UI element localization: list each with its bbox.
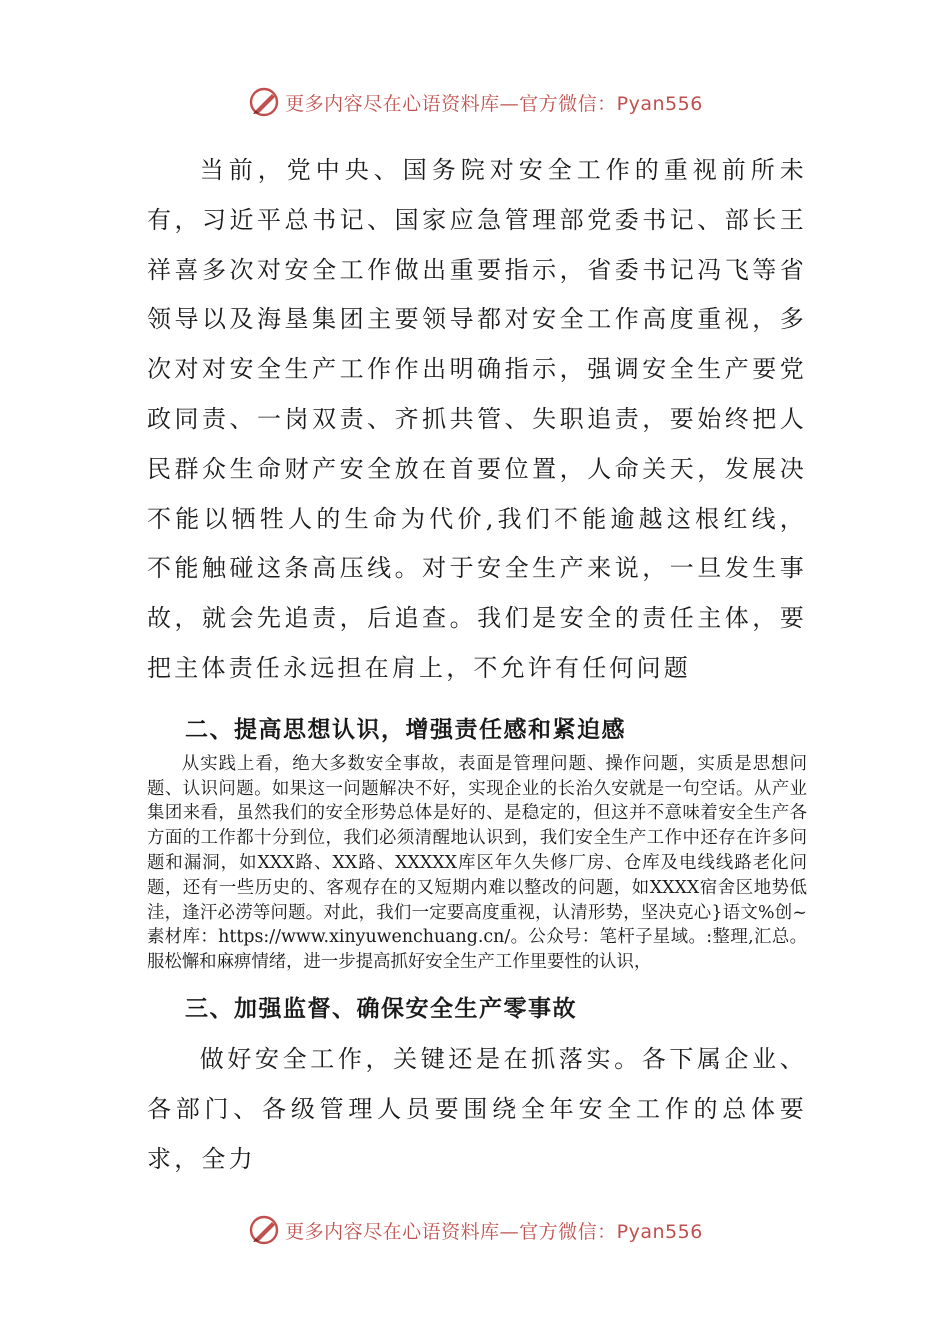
section-heading-2: 二、提高思想认识，增强责任感和紧迫感 xyxy=(185,716,626,743)
paragraph-intro: 当前，党中央、国务院对安全工作的重视前所未有，习近平总书记、国家应急管理部党委书记、部长王祥喜多次对安全工作做出重要指示，省委书记冯飞等省领导以及海垦集团主要领导都对安全工作高度重视，多次对对安全生产工作作出明确指示，强调安全生产要党政同责、一岗双责、齐抓共管、失职追责，要始终把人民群众生命财产安全放在首要位置，人命关天，发展决不能以牺牲人的生命为代价,我们不能逾越这根红线，不能触碰这条高压线。对于安全生产来说，一旦发生事故，就会先追责，后追查。我们是安全的责任主体，要把主体责任永远担在肩上，不允许有任何问题 xyxy=(147,156,807,682)
section-heading-3: 三、加强监督、确保安全生产零事故 xyxy=(185,995,577,1022)
pen-logo-icon xyxy=(247,85,281,119)
footer-banner xyxy=(0,1208,950,1252)
header-banner xyxy=(0,80,950,124)
document-body xyxy=(147,146,807,1184)
footer-banner-text: 更多内容尽在心语资料库—官方微信：Pyan556 xyxy=(285,1220,703,1243)
pen-logo-icon xyxy=(247,1213,281,1247)
footer-wechat-id: Pyan556 xyxy=(616,1220,703,1243)
paragraph-section-2: 从实践上看，绝大多数安全事故，表面是管理问题、操作问题，实质是思想问题、认识问题。如果这一问题解决不好，实现企业的长治久安就是一句空话。从产业集团来看，虽然我们的安全形势总体是好的、是稳定的，但这并不意味着安全生产各方面的工作都十分到位，我们必须清醒地认识到，我们安全生产工作中还存在许多问题和漏洞，如XXX路、XX路、XXXXX库区年久失修厂房、仓库及电线线路老化问题，还有一些历史的、客观存在的又短期内难以整改的问题，如XXXX宿舍区地势低洼，逢汗必涝等问题。对此，我们一定要高度重视，认清形势，坚决克心}语文%创~素材库：https://www.xinyuwenchuang.cn/。公众号：笔杆子星域。:整理,汇总。服松懈和麻痹情绪，进一步提高抓好安全生产工作里要性的认识， xyxy=(147,753,807,973)
paragraph-section-3: 做好安全工作，关键还是在抓落实。各下属企业、各部门、各级管理人员要围绕全年安全工作的总体要求，全力 xyxy=(147,1044,807,1173)
header-banner-text: 更多内容尽在心语资料库—官方微信：Pyan556 xyxy=(285,92,703,115)
wechat-id: Pyan556 xyxy=(616,92,703,115)
